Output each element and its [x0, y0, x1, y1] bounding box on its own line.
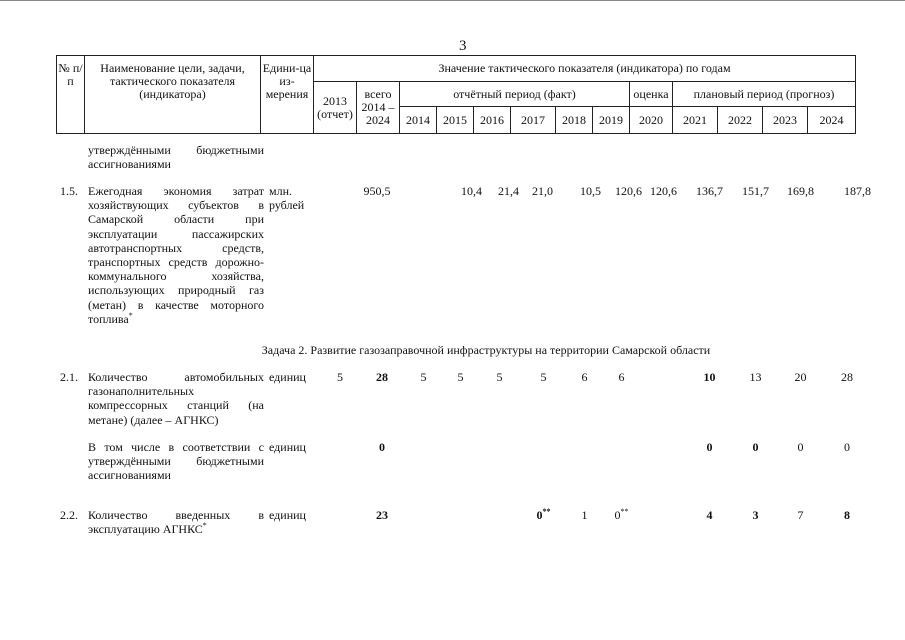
value-cell: 187,8 [844, 184, 871, 198]
unit-cell: единиц [269, 370, 306, 384]
value-cell: 3 [752, 508, 759, 522]
footnote-mark: ** [542, 507, 551, 516]
page-number: 3 [459, 38, 467, 54]
col-unit: Едини-ца из-мерения [261, 56, 314, 134]
footnote-mark: ** [620, 507, 629, 516]
total-cell: 28 [376, 370, 388, 384]
value-cell: 5 [420, 370, 427, 384]
unit-cell: млн. рублей [269, 184, 305, 212]
value-cell: 0 [797, 440, 804, 454]
indicator-name [88, 184, 264, 326]
year-cell: 2022 [718, 107, 763, 134]
footnote-mark: * [128, 310, 133, 320]
value-cell: 0 [706, 440, 713, 454]
value-cell: 120,6 [650, 184, 677, 198]
value-cell: 10,4 [461, 184, 482, 198]
scan-edge [0, 0, 905, 1]
indicator-text: Количество введенных в эксплуатацию АГНКС [88, 508, 264, 537]
value-cell: 7 [797, 508, 804, 522]
value-cell [603, 508, 640, 522]
col-no: № п/п [57, 56, 85, 134]
total-cell: 950,5 [363, 184, 391, 198]
value-cell: 5 [337, 370, 343, 384]
col-values: Значение тактического показателя (индикатора) по годам [314, 56, 856, 82]
value-cell: 6 [618, 370, 625, 384]
row-number: 2.2. [60, 508, 78, 522]
col-name: Наименование цели, задачи, тактического показателя (индикатора) [85, 56, 261, 134]
value-cell: 5 [496, 370, 503, 384]
year-cell: 2016 [474, 107, 511, 134]
value-cell: 4 [706, 508, 713, 522]
year-cell: 2020 [630, 107, 673, 134]
row-number: 1.5. [60, 184, 78, 198]
task-heading: Задача 2. Развитие газозаправочной инфраструктуры на территории Самарской области [261, 343, 711, 357]
value-cell: 21,4 [498, 184, 519, 198]
year-cell: 2018 [556, 107, 593, 134]
value-cell: 10 [703, 370, 716, 384]
year-cell: 2015 [437, 107, 474, 134]
value-cell: 28 [841, 370, 853, 384]
value-cell: 5 [457, 370, 464, 384]
year-cell: 2024 [808, 107, 856, 134]
value-cell: 5 [540, 370, 547, 384]
year-cell: 2021 [673, 107, 718, 134]
unit-cell: единиц [269, 508, 306, 522]
value-text: 0 [536, 508, 543, 522]
footnote-mark: * [202, 521, 207, 531]
value-cell: 1 [581, 508, 588, 522]
year-cell: 2019 [593, 107, 630, 134]
col-fact: отчётный период (факт) [400, 82, 630, 107]
value-cell: 10,5 [580, 184, 601, 198]
value-cell: 0 [752, 440, 759, 454]
indicator-name: В том числе в соответствии с утверждёнными бюджетными ассигнованиями [88, 440, 264, 483]
value-cell: 120,6 [615, 184, 642, 198]
indicator-name [88, 508, 264, 536]
value-text: 0 [614, 508, 621, 522]
value-cell [521, 508, 566, 522]
year-cell: 2014 [400, 107, 437, 134]
continued-text: утверждёнными бюджетными ассигнованиями [88, 143, 264, 172]
row-number: 2.1. [60, 370, 78, 384]
col-2013: 2013 (отчет) [314, 82, 357, 134]
value-cell: 20 [794, 370, 807, 384]
value-cell: 13 [749, 370, 762, 384]
value-cell: 169,8 [787, 184, 814, 198]
value-cell: 6 [581, 370, 588, 384]
year-cell: 2023 [763, 107, 808, 134]
year-cell: 2017 [511, 107, 556, 134]
indicator-text: Ежегодная экономия затрат хозяйствующих субъектов в Самарской области при эксплуатации пассажирских автотранспортных средств, транспортных средств дорожно-коммунального хозяйства, использующих природный газ (метан) в качестве моторного топлива [88, 184, 264, 326]
value-cell: 8 [844, 508, 850, 522]
value-cell: 151,7 [742, 184, 769, 198]
value-cell: 21,0 [532, 184, 553, 198]
value-cell: 0 [844, 440, 850, 454]
col-plan: плановый период (прогноз) [673, 82, 856, 107]
total-cell: 0 [379, 440, 385, 454]
col-estimate: оценка [630, 82, 673, 107]
indicator-name: Количество автомобильных газонаполнительных компрессорных станций (на метане) (далее – АГНКС) [88, 370, 264, 427]
unit-cell: единиц [269, 440, 306, 454]
col-total: всего 2014 – 2024 [357, 82, 400, 134]
total-cell: 23 [376, 508, 388, 522]
value-cell: 136,7 [696, 184, 723, 198]
table-header [56, 55, 856, 134]
